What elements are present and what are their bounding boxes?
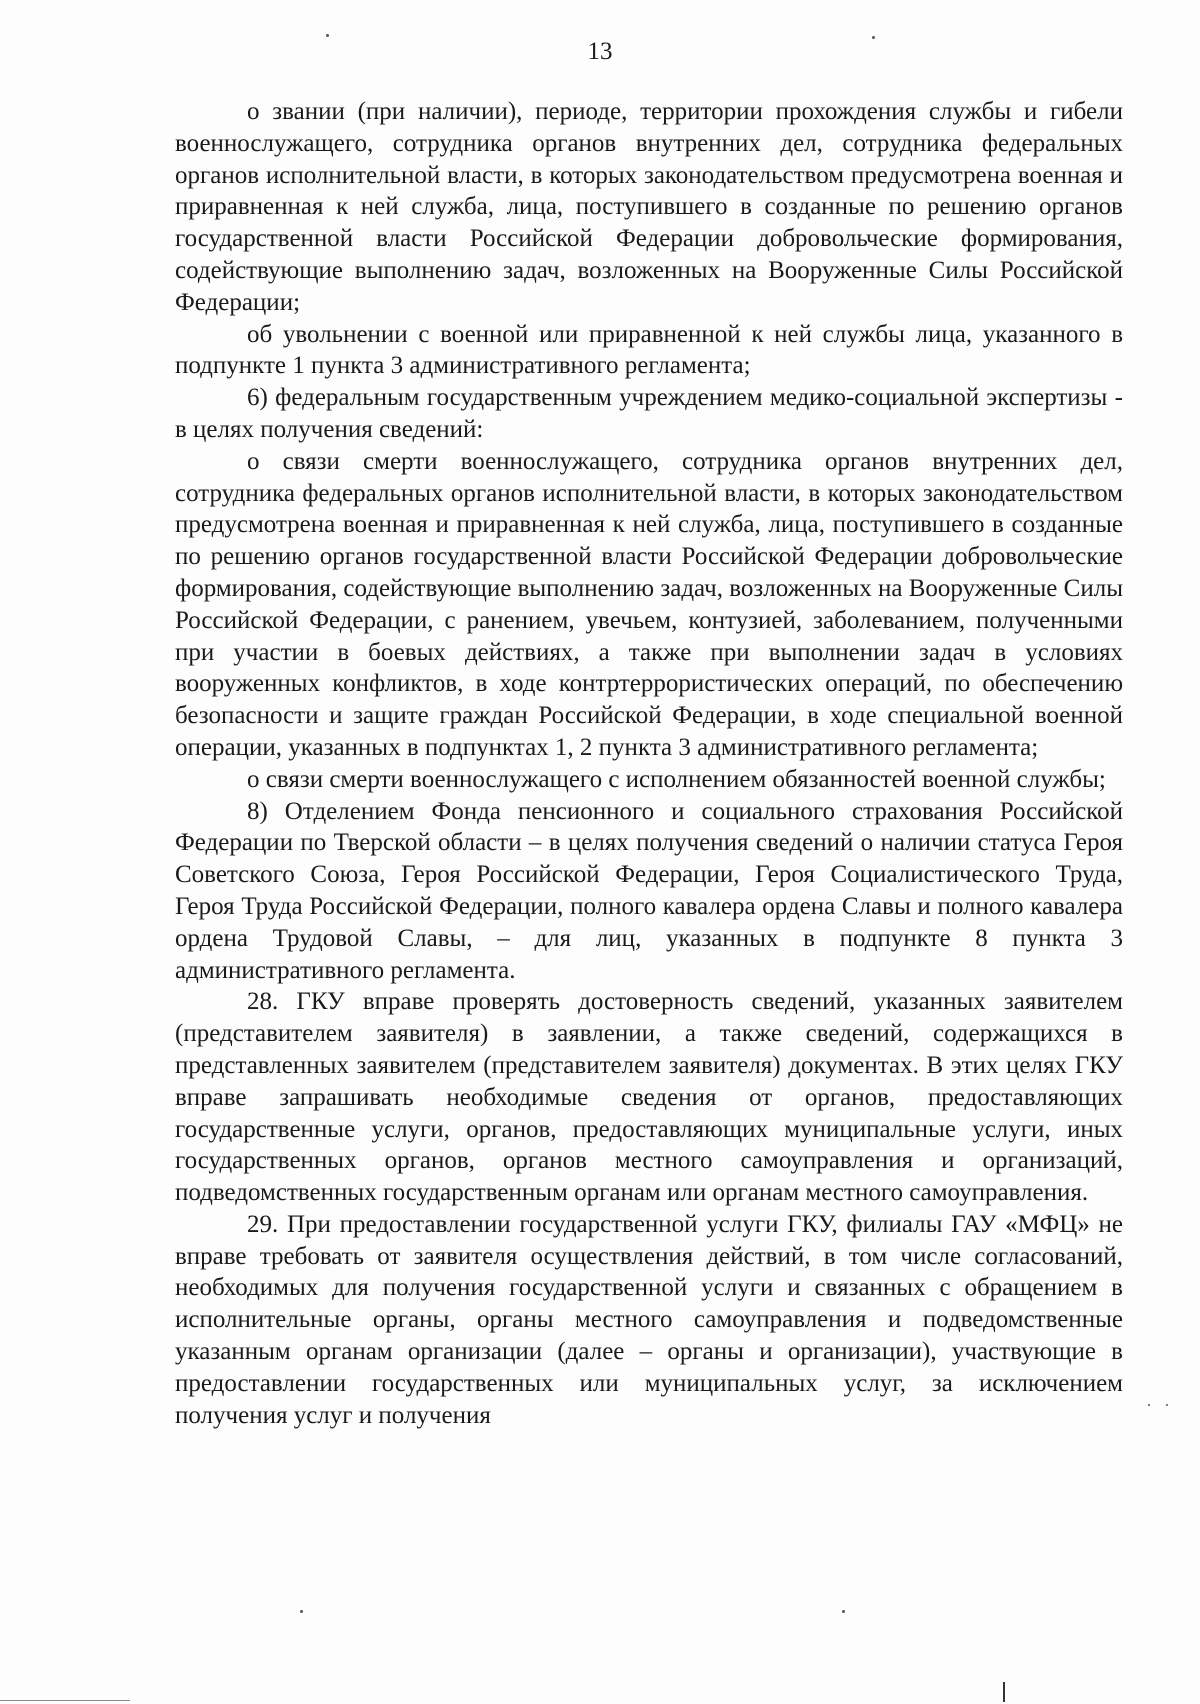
paragraph-item-8: 8) Отделением Фонда пенсионного и социального страхования Российской Федерации по Тверской области – в целях получения сведений о наличии статуса Героя Советского Союза, Героя Российской Федерации, Героя Социалистического Труда, Героя Труда Российской Федерации, полного кавалера ордена Славы и полного кавалера ордена Трудовой Славы, – для лиц, указанных в подпункте 8 пункта 3 административного регламента. (175, 797, 1123, 984)
paragraph-dismissal-info: об увольнении с военной или приравненной к ней службы лица, указанного в подпункте 1 пункта 3 административного регламента; (175, 320, 1123, 380)
scan-speck (842, 1610, 845, 1613)
scan-speck (326, 34, 329, 37)
scan-mark (1003, 1682, 1005, 1702)
paragraph-section-29: 29. При предоставлении государственной услуги ГКУ, филиалы ГАУ «МФЦ» не вправе требовать от заявителя осуществления действий, в том числе согласований, необходимых для получения государственной услуги и связанных с обращением в исполнительные органы, органы местного самоуправления и подведомственные указанным органам организации (далее – органы и организации), участвующие в предоставлении государственных или муниципальных услуг, за исключением получения услуг и получения (175, 1210, 1123, 1429)
paragraph-death-duty-link: о связи смерти военнослужащего с исполнением обязанностей военной службы; (247, 765, 1106, 793)
paragraph-item-6: 6) федеральным государственным учреждением медико-социальной экспертизы - в целях получения сведений: (175, 384, 1123, 443)
paragraph-rank-info: о звании (при наличии), периоде, территории прохождения службы и гибели военнослужащего, сотрудника органов внутренних дел, сотрудника федеральных органов исполнительной власти, в которых законодательством предусмотрена военная и приравненная к ней служба, лица, поступившего в созданные по решению органов государственной власти Российской Федерации добровольческие формирования, содействующие выполнению задач, возложенных на Вооруженные Силы Российской Федерации; (175, 98, 1123, 316)
page-number: 13 (587, 38, 613, 65)
scan-speck (1148, 1404, 1150, 1406)
paragraph-death-injury-link: о связи смерти военнослужащего, сотрудника органов внутренних дел, сотрудника федеральных органов исполнительной власти, в которых законодательством предусмотрена военная и приравненная к ней служба, лица, поступившего в созданные по решению органов государственной власти Российской Федерации добровольческие формирования, содействующие выполнению задач, возложенных на Вооруженные Силы Российской Федерации, с ранением, увечьем, контузией, заболеванием, полученными при участии в боевых действиях, а также при выполнении задач в условиях вооруженных конфликтов, в ходе контртеррористических операций, по обеспечению безопасности и защите граждан Российской Федерации, в ходе специальной военной операции, указанных в подпунктах 1, 2 пункта 3 административного регламента; (175, 447, 1123, 761)
document-body (175, 96, 1123, 1431)
scan-edge-line (0, 1700, 130, 1701)
scan-speck (300, 1610, 303, 1613)
scan-speck (872, 36, 875, 39)
scan-speck (1166, 1404, 1168, 1406)
paragraph-section-28: 28. ГКУ вправе проверять достоверность сведений, указанных заявителем (представителем заявителя) в заявлении, а также сведений, содержащихся в представленных заявителем (представителем заявителя) документах. В этих целях ГКУ вправе запрашивать необходимые сведения от органов, предоставляющих государственные услуги, органов, предоставляющих муниципальные услуги, иных государственных органов, органов местного самоуправления и организаций, подведомственных государственным органам или органам местного самоуправления. (175, 988, 1123, 1207)
